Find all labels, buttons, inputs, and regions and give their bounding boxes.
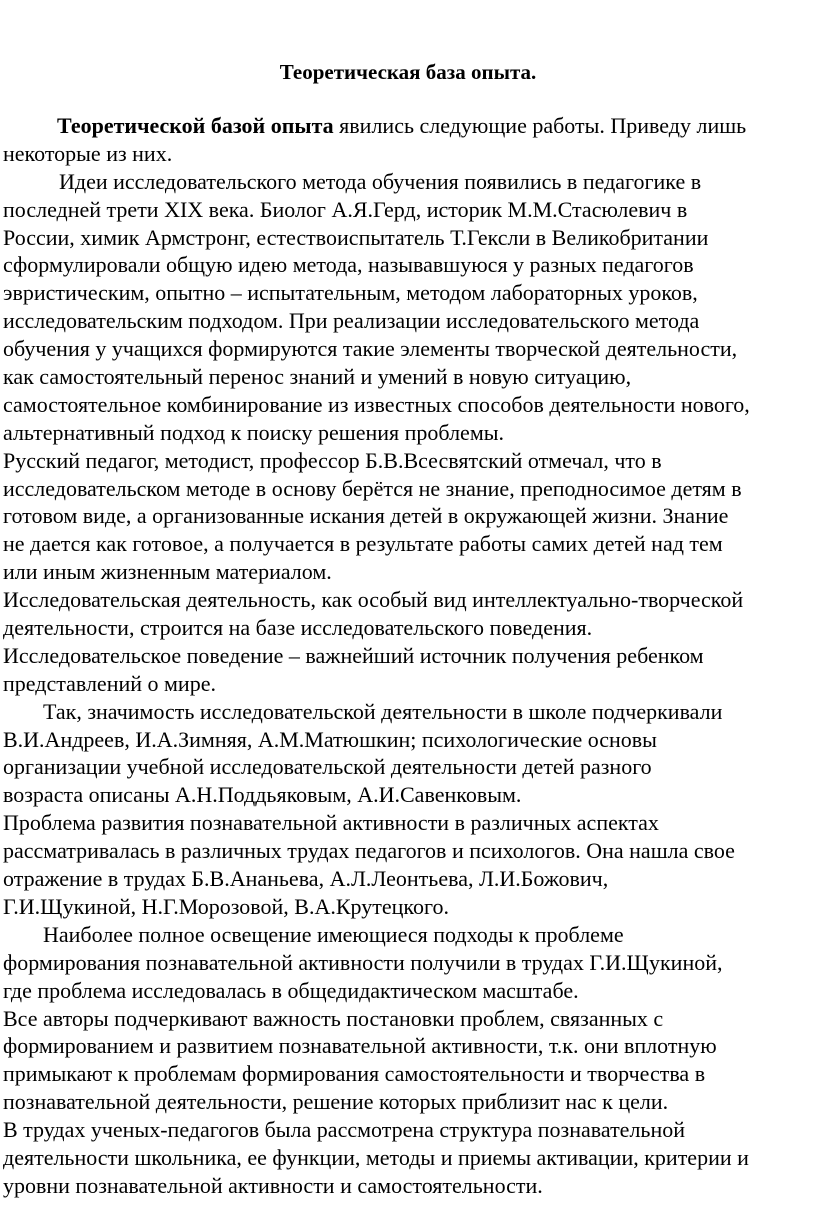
paragraph-line: уровни познавательной активности и самостоятельности. xyxy=(3,1172,543,1198)
paragraph-line: организации учебной исследовательской деятельности детей разного xyxy=(3,754,652,780)
paragraph-line: не дается как готовое, а получается в результате работы самих детей над тем xyxy=(3,531,723,557)
paragraph-line: возраста описаны А.Н.Поддьяковым, А.И.Савенковым. xyxy=(3,782,522,808)
paragraph-line: Г.И.Щукиной, Н.Г.Морозовой, В.А.Крутецкого. xyxy=(3,893,449,919)
paragraph-line: рассматривалась в различных трудах педагогов и психологов. Она нашла свое xyxy=(3,838,735,864)
paragraph-line: Исследовательская деятельность, как особый вид интеллектуально-творческой xyxy=(3,587,744,613)
paragraph-line: исследовательским подходом. При реализации исследовательского метода xyxy=(3,308,700,334)
paragraph-line: познавательной деятельности, решение которых приблизит нас к цели. xyxy=(3,1089,669,1115)
paragraph-line: В трудах ученых-педагогов была рассмотрена структура познавательной xyxy=(3,1117,685,1143)
paragraph-line: самостоятельное комбинирование из известных способов деятельности нового, xyxy=(3,391,750,417)
paragraph-line: Так, значимость исследовательской деятельности в школе подчеркивали xyxy=(43,698,723,724)
document-body xyxy=(3,112,816,1200)
paragraph-line: Все авторы подчеркивают важность постановки проблем, связанных с xyxy=(3,1005,664,1031)
paragraph-line: эвристическим, опытно – испытательным, методом лабораторных уроков, xyxy=(3,280,698,306)
paragraph-line: формирования познавательной активности получили в трудах Г.И.Щукиной, xyxy=(3,949,723,975)
paragraph-line: альтернативный подход к поиску решения проблемы. xyxy=(3,419,505,445)
paragraph-line: или иным жизненным материалом. xyxy=(3,559,332,585)
paragraph-line: исследовательском методе в основу берётся не знание, преподносимое детям в xyxy=(3,475,742,501)
paragraph-line: Проблема развития познавательной активности в различных аспектах xyxy=(3,810,659,836)
paragraph-line: Идеи исследовательского метода обучения появились в педагогике в xyxy=(59,168,702,194)
paragraph-line: Русский педагог, методист, профессор Б.В.Всесвятский отмечал, что в xyxy=(3,447,662,473)
paragraph-line xyxy=(3,112,816,140)
paragraph-line: представлений о мире. xyxy=(3,670,216,696)
paragraph-line: последней трети XIX века. Биолог А.Я.Герд, историк М.М.Стасюлевич в xyxy=(3,196,688,222)
paragraph-line: России, химик Армстронг, естествоиспытатель Т.Гексли в Великобритании xyxy=(3,224,709,250)
paragraph-line: сформулировали общую идею метода, называвшуюся у разных педагогов xyxy=(3,252,694,278)
paragraph-line: готовом виде, а организованные искания детей в окружающей жизни. Знание xyxy=(3,503,729,529)
paragraph-line: примыкают к проблемам формирования самостоятельности и творчества в xyxy=(3,1061,706,1087)
paragraph-line: обучения у учащихся формируются такие элементы творческой деятельности, xyxy=(3,336,738,362)
bold-term: Теоретической базой опыта xyxy=(57,113,334,138)
paragraph-line: Наиболее полное освещение имеющиеся подходы к проблеме xyxy=(43,921,624,947)
paragraph-line: где проблема исследовалась в общедидактическом масштабе. xyxy=(3,977,579,1003)
paragraph-line: некоторые из них. xyxy=(3,140,173,166)
paragraph-line: деятельности, строится на базе исследовательского поведения. xyxy=(3,615,593,641)
paragraph-text: явились следующие работы. Приведу лишь xyxy=(333,113,747,138)
page-title: Теоретическая база опыта. xyxy=(279,60,537,84)
paragraph-line: В.И.Андреев, И.А.Зимняя, А.М.Матюшкин; психологические основы xyxy=(3,726,657,752)
paragraph-line: деятельности школьника, ее функции, методы и приемы активации, критерии и xyxy=(3,1144,749,1170)
paragraph-line: как самостоятельный перенос знаний и умений в новую ситуацию, xyxy=(3,364,632,390)
paragraph-line: формированием и развитием познавательной активности, т.к. они вплотную xyxy=(3,1033,717,1059)
paragraph-line: отражение в трудах Б.В.Ананьева, А.Л.Леонтьева, Л.И.Божович, xyxy=(3,866,609,892)
paragraph-line: Исследовательское поведение – важнейший источник получения ребенком xyxy=(3,642,704,668)
